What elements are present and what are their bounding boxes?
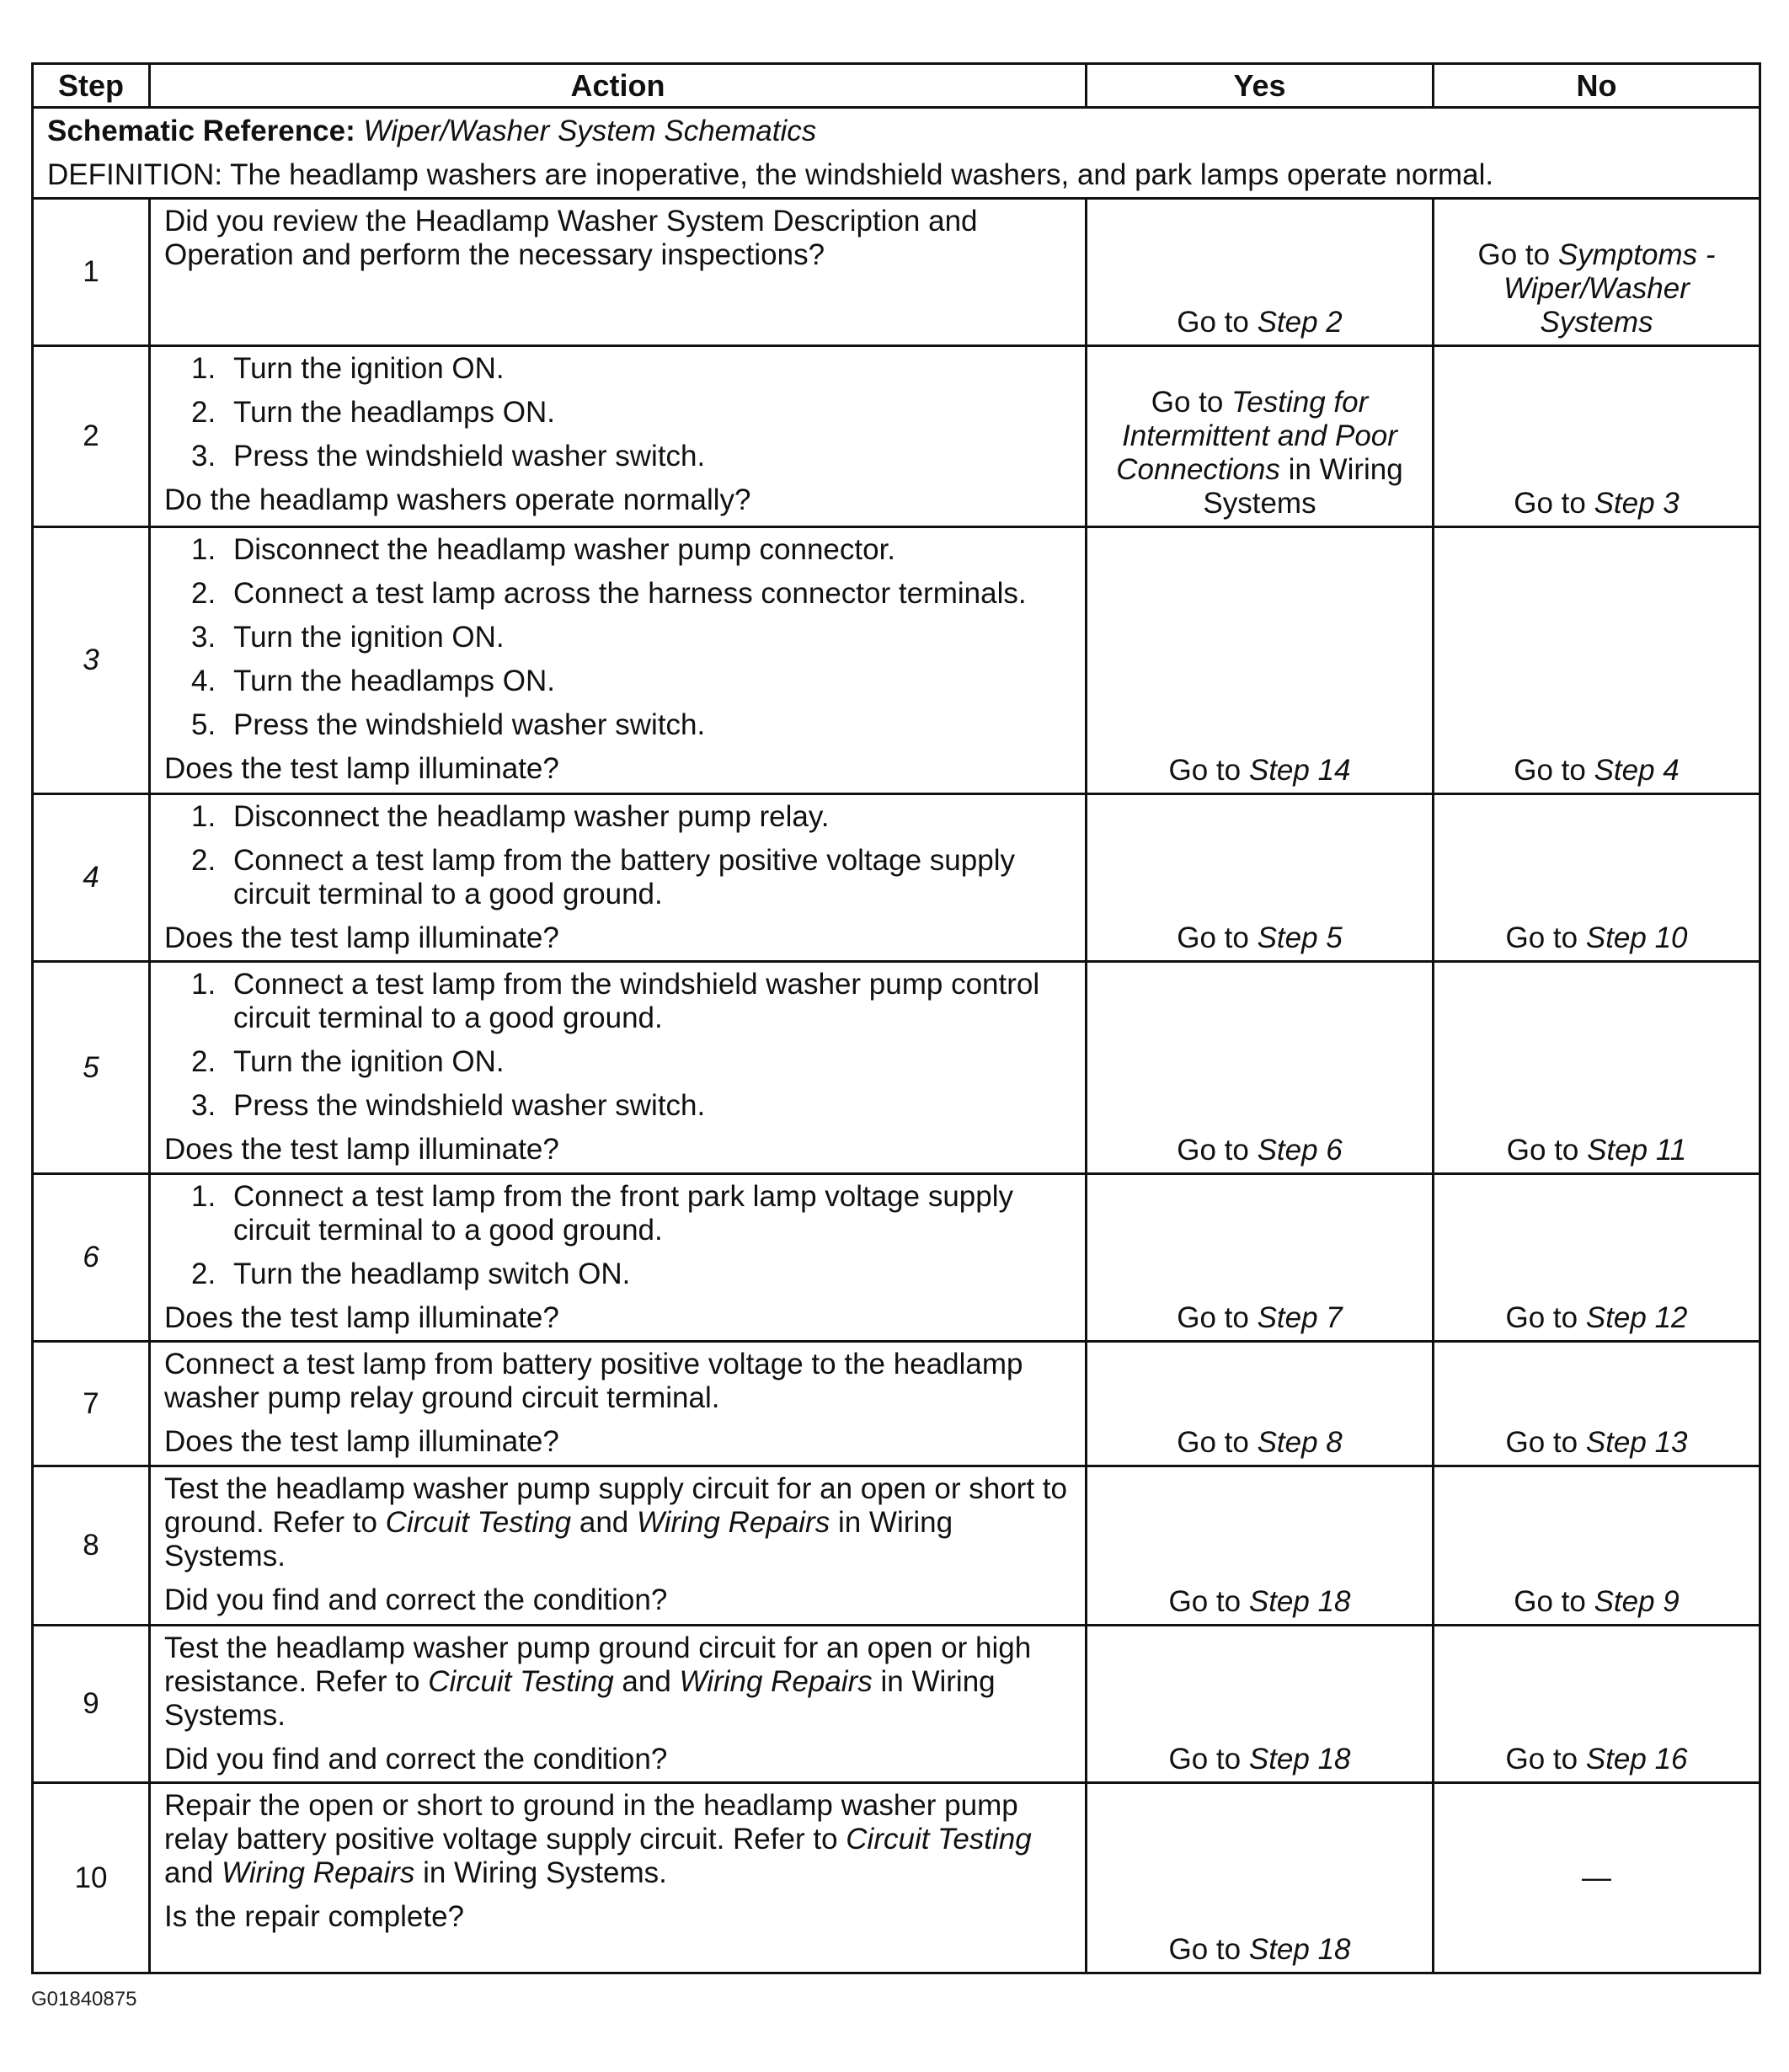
list-item-text: Turn the headlamps ON. <box>233 396 555 429</box>
yes-link[interactable]: Step 18 <box>1248 1933 1351 1966</box>
no-link[interactable]: Step 4 <box>1594 754 1680 787</box>
schematic-reference-link[interactable]: Wiper/Washer System Schematics <box>363 114 817 147</box>
table-header-row <box>33 64 1760 108</box>
no-prefix: Go to <box>1505 1301 1578 1334</box>
action-cell <box>150 1626 1087 1783</box>
list-item: 3. Press the windshield washer switch. <box>191 440 706 473</box>
action-text <box>164 1472 1073 1573</box>
yes-cell <box>1087 962 1434 1174</box>
yes-link[interactable]: Step 18 <box>1248 1585 1351 1618</box>
list-item-text: Connect a test lamp from the front park lamp voltage supply circuit terminal to a good ground. <box>233 1180 1014 1247</box>
list-item: 1. Connect a test lamp from the front park lamp voltage supply circuit terminal to a good ground. <box>191 1180 1014 1247</box>
action-cell <box>150 527 1087 794</box>
table-row <box>33 1783 1760 1973</box>
table-row <box>33 346 1760 527</box>
list-item-text: Turn the ignition ON. <box>233 1045 505 1078</box>
list-item-text: Turn the ignition ON. <box>233 352 505 385</box>
table-row <box>33 527 1760 794</box>
yes-link[interactable]: Step 7 <box>1257 1301 1343 1334</box>
yes-prefix: Go to <box>1177 921 1249 954</box>
yes-cell <box>1087 1626 1434 1783</box>
list-item-text: Press the windshield washer switch. <box>233 440 706 473</box>
list-item: 2. Turn the ignition ON. <box>191 1045 505 1078</box>
schematic-reference-line <box>47 115 1745 148</box>
wiring-repairs-link[interactable]: Wiring Repairs <box>679 1665 873 1698</box>
list-item-text: Turn the headlamps ON. <box>233 665 555 697</box>
list-item-text: Turn the headlamp switch ON. <box>233 1258 631 1290</box>
action-cell <box>150 346 1087 527</box>
action-text: Did you review the Headlamp Washer System Description and Operation and perform the necessary inspections? <box>164 205 978 271</box>
list-item: 1. Connect a test lamp from the windshield washer pump control circuit terminal to a good ground. <box>191 968 1040 1034</box>
yes-cell <box>1087 1466 1434 1626</box>
no-prefix: Go to <box>1506 1134 1579 1167</box>
list-item-text: Connect a test lamp across the harness connector terminals. <box>233 577 1027 610</box>
action-text-part: and <box>164 1856 214 1889</box>
action-text-part: Test the headlamp washer pump ground circuit for an open or high resistance. Refer to <box>164 1631 1032 1698</box>
table-row <box>33 1174 1760 1342</box>
step-number: 1 <box>33 199 150 346</box>
action-text-part: and <box>622 1665 671 1698</box>
yes-prefix: Go to <box>1151 386 1224 419</box>
action-text-part: and <box>579 1506 629 1539</box>
yes-prefix: Go to <box>1168 1933 1242 1966</box>
table-row <box>33 962 1760 1174</box>
step-number: 2 <box>33 346 150 527</box>
yes-cell <box>1087 1174 1434 1342</box>
no-prefix: Go to <box>1505 1426 1578 1459</box>
header-action: Action <box>150 64 1087 108</box>
action-cell <box>150 199 1087 346</box>
yes-prefix: Go to <box>1177 1301 1249 1334</box>
action-text-part: in Wiring Systems. <box>164 1665 996 1732</box>
step-number: 7 <box>33 1342 150 1466</box>
action-cell <box>150 1466 1087 1626</box>
list-item: 2. Connect a test lamp across the harness connector terminals. <box>191 577 1027 610</box>
yes-prefix: Go to <box>1168 1743 1242 1776</box>
no-cell <box>1434 1174 1760 1342</box>
no-cell <box>1434 1783 1760 1973</box>
step-number: 6 <box>33 1174 150 1342</box>
wiring-repairs-link[interactable]: Wiring Repairs <box>637 1506 830 1539</box>
list-item: 3. Turn the ignition ON. <box>191 621 505 654</box>
yes-cell <box>1087 1783 1434 1973</box>
action-question: Did you find and correct the condition? <box>164 1583 668 1616</box>
yes-prefix: Go to <box>1168 1585 1242 1618</box>
action-text <box>164 1789 1073 1890</box>
action-cell <box>150 1342 1087 1466</box>
action-question: Does the test lamp illuminate? <box>164 1425 559 1458</box>
no-cell <box>1434 199 1760 346</box>
yes-suffix: in Wiring Systems <box>1203 453 1403 520</box>
header-yes: Yes <box>1087 64 1434 108</box>
no-link[interactable]: Step 11 <box>1587 1134 1687 1167</box>
no-cell <box>1434 527 1760 794</box>
list-item-text: Disconnect the headlamp washer pump relay. <box>233 800 830 833</box>
table-row <box>33 1466 1760 1626</box>
yes-prefix: Go to <box>1177 1426 1249 1459</box>
list-item: 2. Connect a test lamp from the battery positive voltage supply circuit terminal to a good ground. <box>191 844 1015 911</box>
table-row <box>33 1626 1760 1783</box>
no-link[interactable]: Step 13 <box>1585 1426 1688 1459</box>
list-item: 1. Turn the ignition ON. <box>191 352 505 385</box>
circuit-testing-link[interactable]: Circuit Testing <box>385 1506 572 1539</box>
yes-cell <box>1087 794 1434 962</box>
table-row <box>33 199 1760 346</box>
yes-link[interactable]: Step 18 <box>1248 1743 1351 1776</box>
action-list <box>164 800 1073 911</box>
no-link[interactable]: Step 10 <box>1585 921 1688 954</box>
list-item: 2. Turn the headlamps ON. <box>191 396 555 429</box>
list-item-text: Turn the ignition ON. <box>233 621 505 654</box>
list-item: 4. Turn the headlamps ON. <box>191 665 555 697</box>
action-cell <box>150 794 1087 962</box>
list-item: 1. Disconnect the headlamp washer pump relay. <box>191 800 830 833</box>
no-prefix: Go to <box>1514 754 1586 787</box>
yes-link[interactable]: Step 8 <box>1257 1426 1343 1459</box>
schematic-cell <box>33 108 1760 199</box>
action-question: Does the test lamp illuminate? <box>164 1133 559 1166</box>
yes-link[interactable]: Step 6 <box>1257 1134 1343 1167</box>
list-item: 1. Disconnect the headlamp washer pump connector. <box>191 533 896 566</box>
action-text-part: Repair the open or short to ground in the headlamp washer pump relay battery positive voltage supply circuit. Refer to <box>164 1789 1018 1856</box>
action-list <box>164 352 1073 473</box>
table-row <box>33 794 1760 962</box>
list-item-text: Press the windshield washer switch. <box>233 708 706 741</box>
list-item-text: Connect a test lamp from the battery positive voltage supply circuit terminal to a good ground. <box>233 844 1015 911</box>
yes-cell <box>1087 199 1434 346</box>
definition-text: DEFINITION: The headlamp washers are inoperative, the windshield washers, and park lamps operate normal. <box>47 158 1494 191</box>
no-prefix: Go to <box>1514 487 1586 520</box>
schematic-row <box>33 108 1760 199</box>
table-row <box>33 1342 1760 1466</box>
list-item-text: Press the windshield washer switch. <box>233 1089 706 1122</box>
action-text: Connect a test lamp from battery positive voltage to the headlamp washer pump relay ground circuit terminal. <box>164 1348 1023 1414</box>
action-list <box>164 533 1073 742</box>
yes-link[interactable]: Testing for Intermittent and Poor Connections <box>1116 386 1397 486</box>
yes-link[interactable]: Step 14 <box>1248 754 1351 787</box>
no-link[interactable]: Step 16 <box>1585 1743 1688 1776</box>
action-question: Does the test lamp illuminate? <box>164 921 559 954</box>
action-list <box>164 968 1073 1123</box>
no-link[interactable]: Step 9 <box>1594 1585 1680 1618</box>
no-prefix: Go to <box>1505 1743 1578 1776</box>
yes-cell <box>1087 346 1434 527</box>
no-dash: — <box>1582 1861 1611 1894</box>
step-number: 10 <box>33 1783 150 1973</box>
yes-prefix: Go to <box>1177 1134 1249 1167</box>
no-prefix: Go to <box>1477 238 1551 271</box>
list-item: 5. Press the windshield washer switch. <box>191 708 706 741</box>
no-cell <box>1434 1466 1760 1626</box>
no-cell <box>1434 962 1760 1174</box>
diagnostic-table <box>31 62 1761 1974</box>
action-text-part: in Wiring Systems. <box>423 1856 667 1889</box>
schematic-label: Schematic Reference: <box>47 114 355 147</box>
header-step: Step <box>33 64 150 108</box>
yes-link[interactable]: Step 5 <box>1257 921 1343 954</box>
action-list <box>164 1180 1073 1291</box>
no-cell <box>1434 1626 1760 1783</box>
figure-id: G01840875 <box>31 1988 137 2011</box>
action-question: Does the test lamp illuminate? <box>164 1301 559 1334</box>
action-question: Does the test lamp illuminate? <box>164 752 559 785</box>
no-cell <box>1434 346 1760 527</box>
no-cell <box>1434 1342 1760 1466</box>
no-link[interactable]: Step 12 <box>1585 1301 1688 1334</box>
action-question: Is the repair complete? <box>164 1900 465 1933</box>
no-link[interactable]: Symptoms - Wiper/Washer Systems <box>1503 238 1716 339</box>
step-number: 8 <box>33 1466 150 1626</box>
yes-prefix: Go to <box>1177 306 1249 339</box>
header-no: No <box>1434 64 1760 108</box>
action-text <box>164 1631 1073 1733</box>
step-number: 9 <box>33 1626 150 1783</box>
action-text-part: Test the headlamp washer pump supply circuit for an open or short to ground. Refer to <box>164 1472 1067 1539</box>
action-text-part: in Wiring Systems. <box>164 1506 953 1573</box>
yes-prefix: Go to <box>1168 754 1242 787</box>
yes-cell <box>1087 527 1434 794</box>
yes-cell <box>1087 1342 1434 1466</box>
circuit-testing-link[interactable]: Circuit Testing <box>428 1665 614 1698</box>
action-cell <box>150 962 1087 1174</box>
no-prefix: Go to <box>1514 1585 1586 1618</box>
circuit-testing-link[interactable]: Circuit Testing <box>846 1823 1032 1856</box>
step-number: 5 <box>33 962 150 1174</box>
list-item: 3. Press the windshield washer switch. <box>191 1089 706 1122</box>
list-item: 2. Turn the headlamp switch ON. <box>191 1258 631 1290</box>
no-cell <box>1434 794 1760 962</box>
yes-link[interactable]: Step 2 <box>1257 306 1343 339</box>
step-number: 3 <box>33 527 150 794</box>
action-cell <box>150 1174 1087 1342</box>
list-item-text: Connect a test lamp from the windshield washer pump control circuit terminal to a good ground. <box>233 968 1040 1034</box>
wiring-repairs-link[interactable]: Wiring Repairs <box>222 1856 415 1889</box>
no-link[interactable]: Step 3 <box>1594 487 1680 520</box>
action-cell <box>150 1783 1087 1973</box>
no-prefix: Go to <box>1505 921 1578 954</box>
step-number: 4 <box>33 794 150 962</box>
action-question: Do the headlamp washers operate normally? <box>164 483 751 516</box>
list-item-text: Disconnect the headlamp washer pump connector. <box>233 533 896 566</box>
action-question: Did you find and correct the condition? <box>164 1743 668 1776</box>
